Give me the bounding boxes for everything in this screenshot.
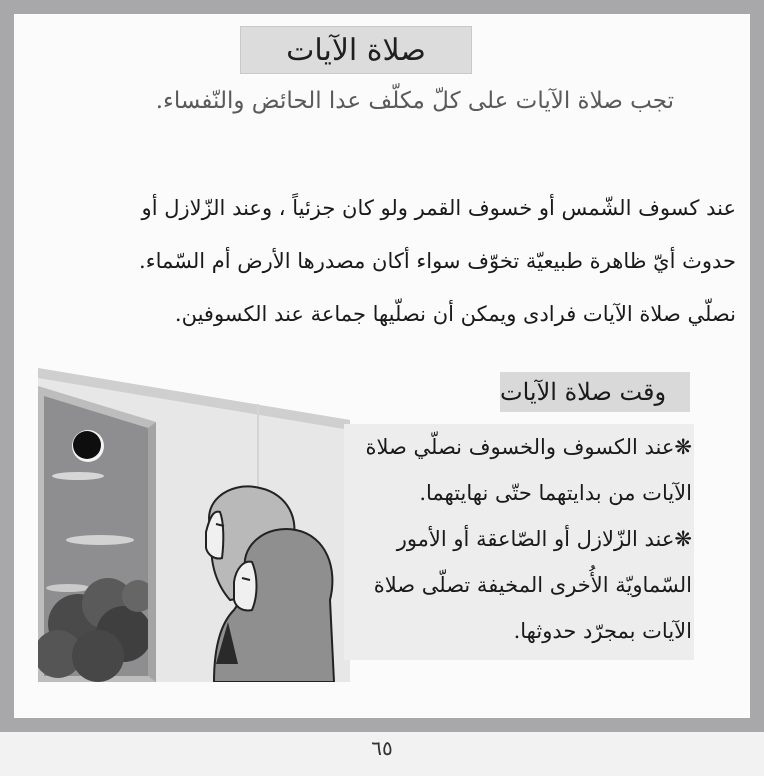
eclipsed-sun-icon: [73, 431, 101, 459]
intro-paragraph: [46, 182, 736, 341]
bullet-line: ❋عند الكسوف والخسوف نصلّي صلاة: [365, 435, 692, 459]
paragraph-line: عند كسوف الشّمس أو خسوف القمر ولو كان جزئياً ، وعند الزّلازل أو: [141, 196, 736, 220]
subtitle: تجب صلاة الآيات على كلّ مكلّف عدا الحائض والنّفساء.: [155, 88, 674, 114]
bullet-line: السّماويّة الأُخرى المخيفة تصلّى صلاة: [373, 573, 692, 597]
cloud: [52, 472, 104, 480]
paragraph-line: حدوث أيّ ظاهرة طبيعيّة تخوّف سواء أكان مصدرها الأرض أم السّماء.: [139, 249, 736, 273]
bullet-line: الآيات من بدايتهما حتّى نهايتهما.: [419, 481, 692, 505]
section-bullets: [352, 424, 692, 654]
page-number: ٦٥: [371, 736, 393, 760]
cloud: [66, 535, 134, 545]
cloud: [46, 584, 90, 592]
paragraph-line: نصلّي صلاة الآيات فرادى ويمكن أن نصلّيها جماعة عند الكسوفين.: [174, 302, 736, 326]
window-sill: [148, 422, 156, 682]
section-title: وقت صلاة الآيات: [500, 372, 690, 412]
bullet-line: ❋عند الزّلازل أو الصّاعقة أو الأمور: [396, 527, 692, 551]
eclipse-illustration: [38, 364, 350, 682]
page-title: صلاة الآيات: [240, 26, 472, 74]
bullet-line: الآيات بمجرّد حدوثها.: [513, 619, 692, 643]
